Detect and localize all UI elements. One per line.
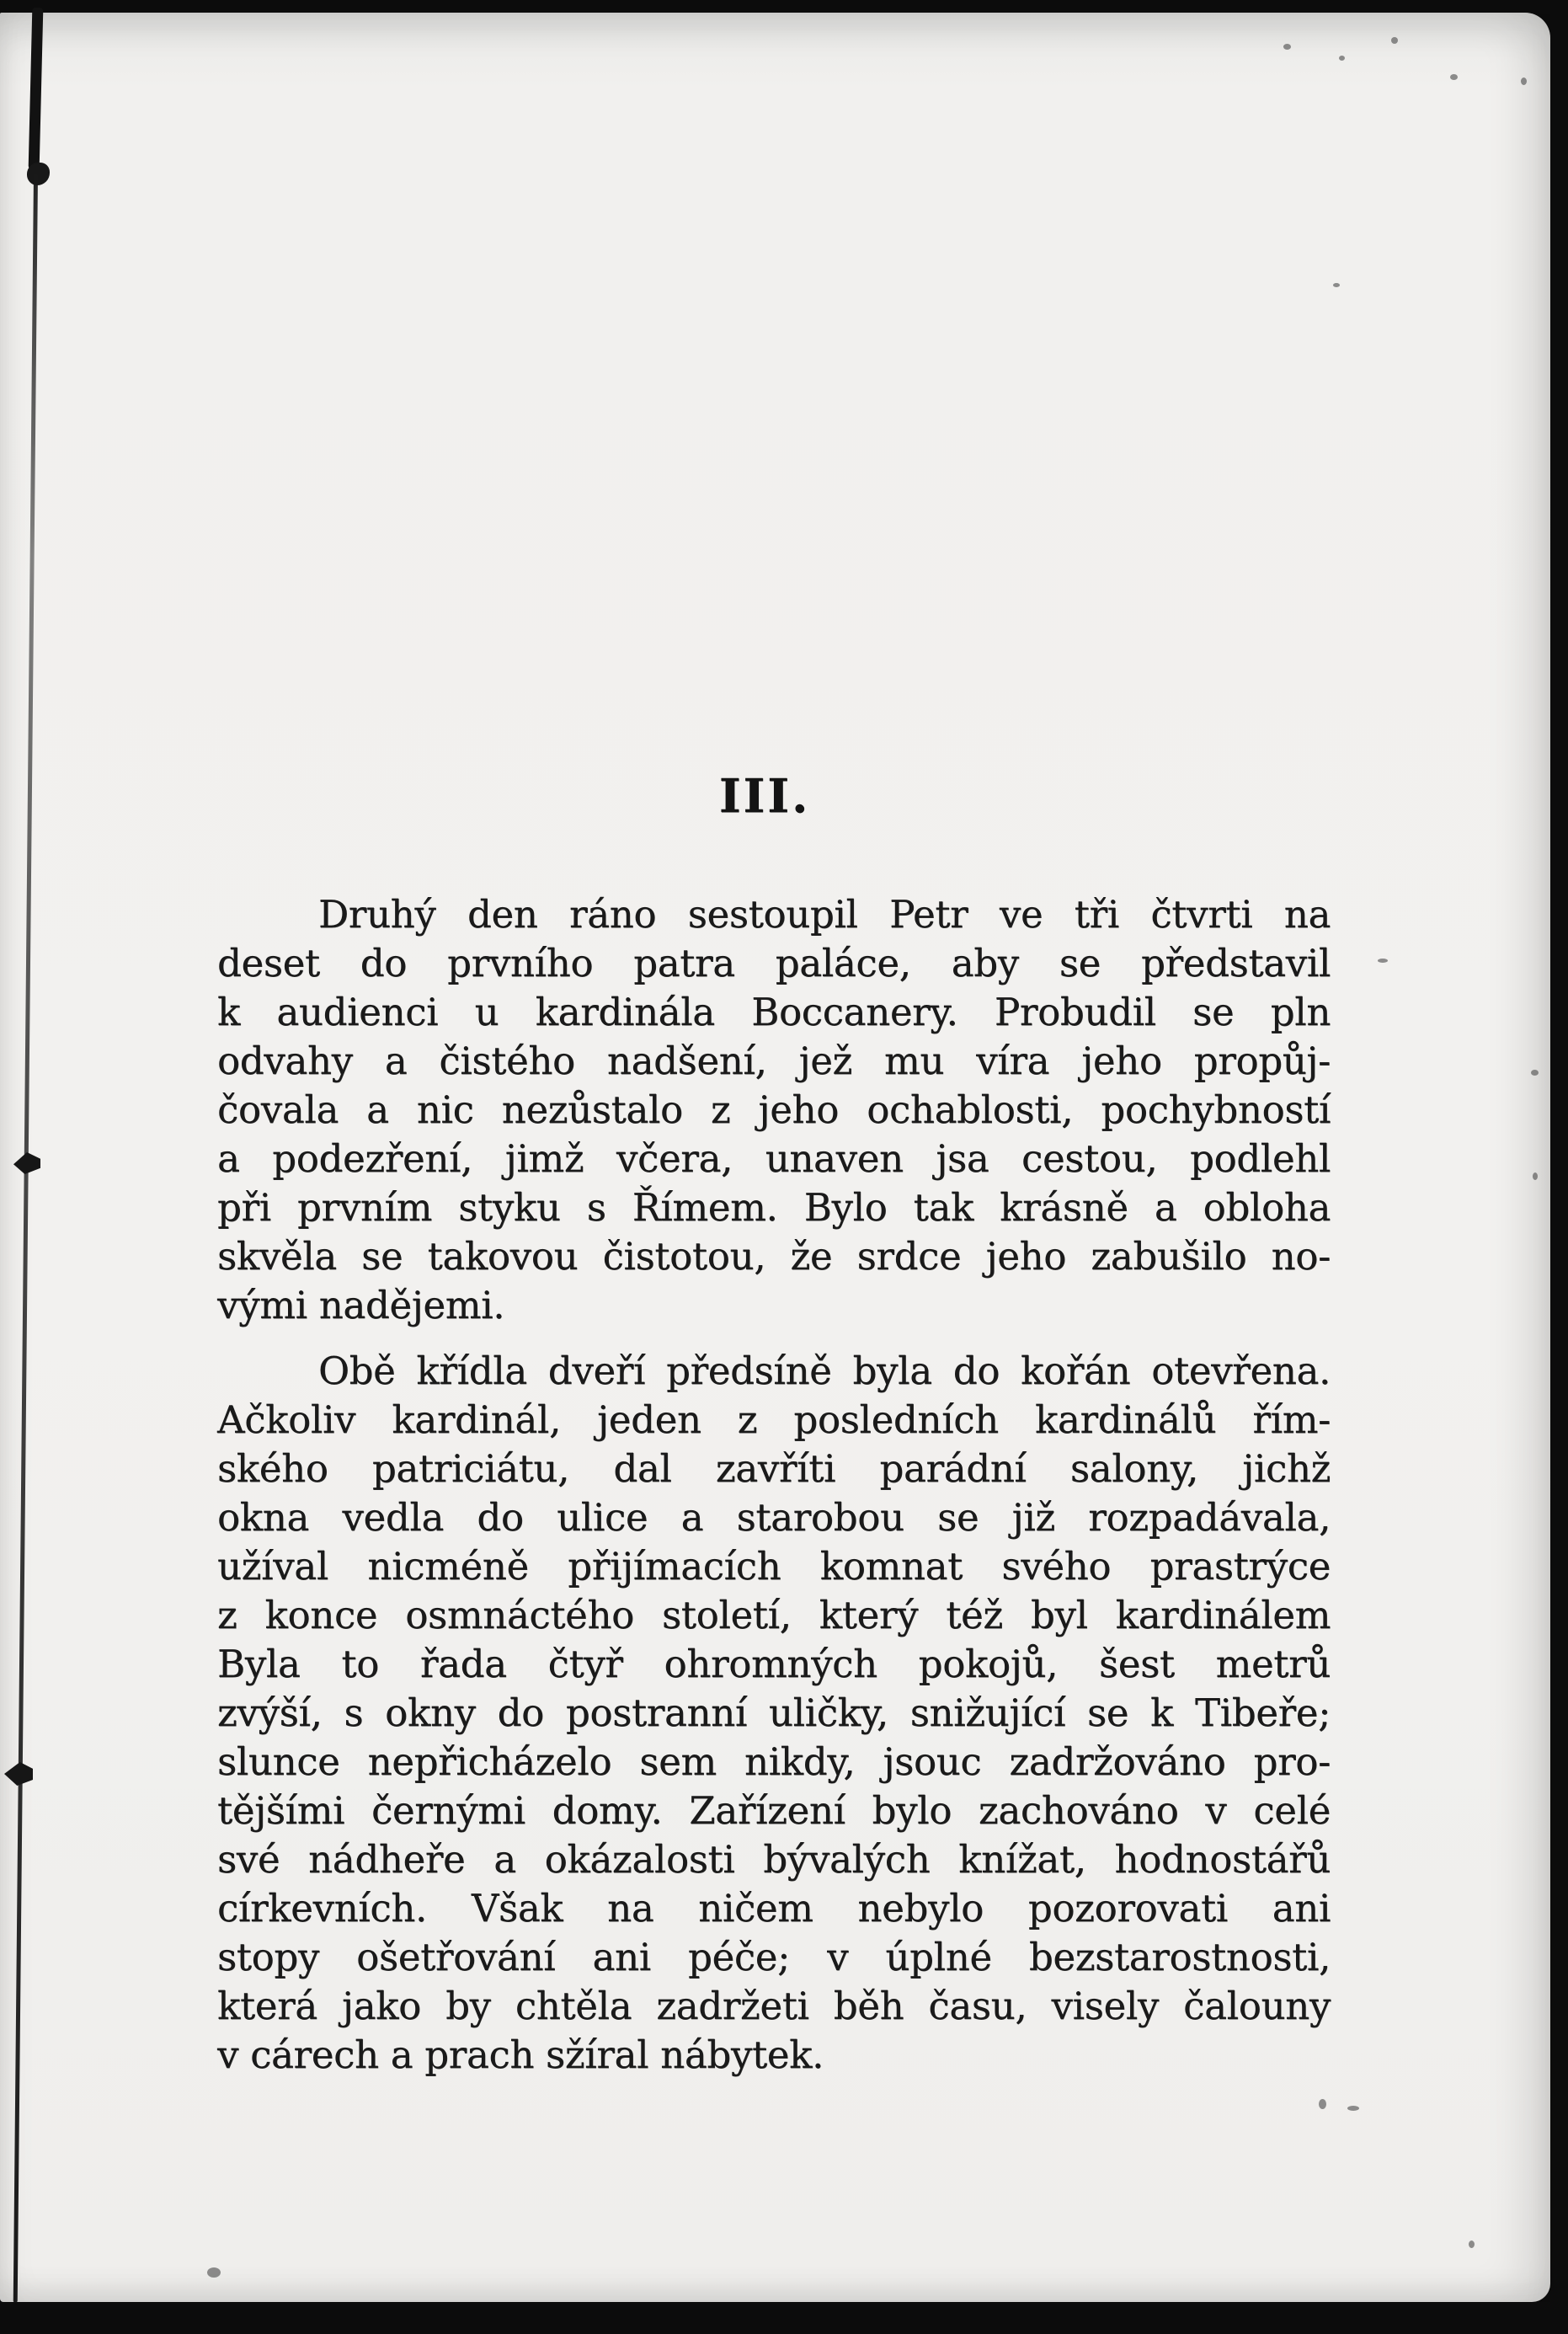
text-line: tějšími černými domy. Zařízení bylo zachováno v celé: [217, 1788, 1331, 1833]
ink-speck: [1469, 2241, 1475, 2248]
text-line: a podezření, jimž včera, unaven jsa cestou, podlehl: [217, 1136, 1331, 1181]
text-line: k audienci u kardinála Boccanery. Probudil se pln: [217, 990, 1331, 1034]
chapter-heading: III.: [718, 768, 811, 823]
text-block: [217, 890, 1331, 2080]
ink-speck: [1450, 74, 1458, 80]
ink-speck: [207, 2267, 221, 2278]
text-line: v cárech a prach sžíral nábytek.: [217, 2032, 824, 2077]
text-line: Ačkoliv kardinál, jeden z posledních kardinálů řím-: [217, 1397, 1331, 1442]
ink-speck: [1533, 1172, 1538, 1180]
scan-edge-bottom: [0, 2302, 1568, 2334]
ink-speck: [1339, 56, 1345, 61]
ink-speck: [1521, 77, 1527, 85]
text-line: odvahy a čistého nadšení, jež mu víra jeho propůj-: [217, 1039, 1331, 1083]
text-line: čovala a nic nezůstalo z jeho ochablosti, pochybností: [217, 1087, 1331, 1132]
text-line: okna vedla do ulice a starobou se již rozpadávala,: [217, 1495, 1331, 1540]
text-line: ského patriciátu, dal zavříti parádní salony, jichž: [217, 1446, 1331, 1491]
text-line: slunce nepřicházelo sem nikdy, jsouc zadržováno pro-: [217, 1739, 1331, 1784]
text-line: při prvním styku s Římem. Bylo tak krásně a obloha: [217, 1185, 1331, 1230]
text-line: vými nadějemi.: [217, 1283, 505, 1327]
text-line: zvýší, s okny do postranní uličky, snižující se k Tibeře;: [217, 1690, 1331, 1735]
text-line: Druhý den ráno sestoupil Petr ve tři čtvrti na: [318, 892, 1331, 937]
ink-speck: [1319, 2099, 1326, 2109]
text-line: Obě křídla dveří předsíně byla do kořán otevřena.: [318, 1349, 1331, 1393]
text-line: Byla to řada čtyř ohromných pokojů, šest metrů: [217, 1642, 1331, 1686]
text-line: užíval nicméně přijímacích komnat svého prastrýce: [217, 1544, 1331, 1589]
text-line: církevních. Však na ničem nebylo pozorovati ani: [217, 1886, 1331, 1931]
ink-speck: [1347, 2106, 1359, 2111]
ink-speck: [1378, 959, 1388, 963]
text-line: která jako by chtěla zadržeti běh času, visely čalouny: [217, 1984, 1331, 2028]
ink-speck: [1333, 283, 1340, 287]
scan-edge-right: [1550, 0, 1568, 2334]
ink-speck: [1283, 44, 1291, 50]
text-line: své nádheře a okázalosti bývalých knížat, hodnostářů: [217, 1837, 1331, 1882]
paragraph: [217, 1347, 1331, 2080]
ink-speck: [1531, 1070, 1539, 1076]
ink-speck: [1391, 37, 1398, 44]
text-line: z konce osmnáctého století, který též byl kardinálem: [217, 1593, 1331, 1637]
paragraph: [217, 890, 1331, 1330]
text-line: deset do prvního patra paláce, aby se představil: [217, 941, 1331, 985]
text-line: skvěla se takovou čistotou, že srdce jeho zabušilo no-: [217, 1234, 1331, 1279]
text-line: stopy ošetřování ani péče; v úplné bezstarostnosti,: [217, 1935, 1331, 1979]
